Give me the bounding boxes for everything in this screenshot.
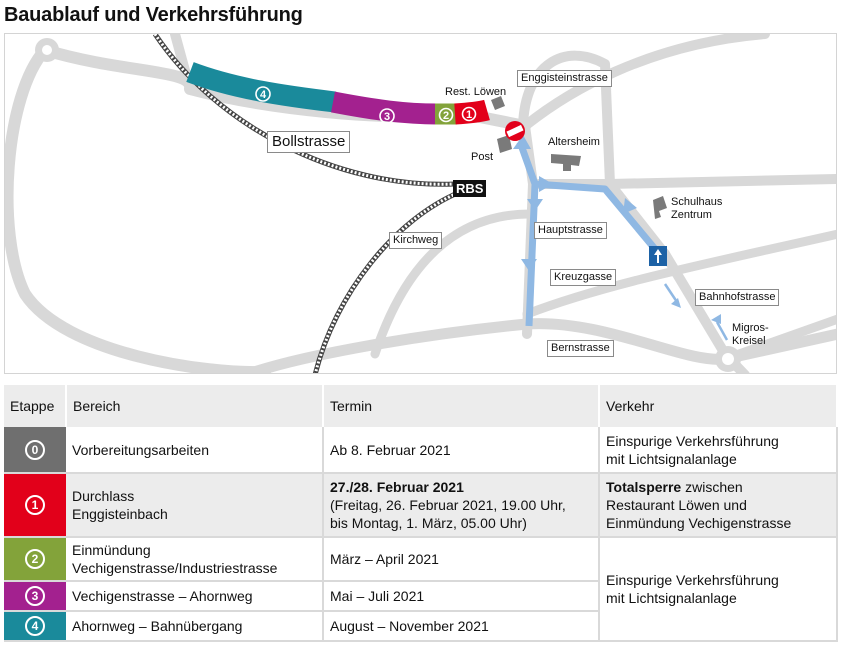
label-rbs: RBS	[453, 180, 486, 197]
no-entry-icon	[505, 121, 525, 141]
stage-badge-4: 4	[4, 611, 66, 641]
cell-termin	[323, 473, 599, 537]
roundabout-migros	[715, 346, 741, 372]
header-termin: Termin	[323, 385, 599, 427]
stage-badge-3: 3	[4, 581, 66, 611]
label-enggisteinstrasse: Enggisteinstrasse	[517, 70, 612, 87]
arrow-bahnhofstrasse	[665, 284, 677, 302]
cell-termin: März – April 2021	[323, 537, 599, 581]
table-row	[4, 473, 837, 537]
header-etappe: Etappe	[4, 385, 66, 427]
cell-verkehr	[599, 473, 837, 537]
table-row	[4, 427, 837, 473]
cell-verkehr-merged: Einspurige Verkehrsführung mit Lichtsignalanlage	[599, 537, 837, 641]
building-altersheim	[551, 154, 581, 171]
label-rest-loewen: Rest. Löwen	[445, 86, 507, 98]
label-schulhaus: Schulhaus Zentrum	[671, 196, 723, 221]
arrow-left	[539, 176, 553, 192]
cell-bereich: Ahornweg – Bahnübergang	[66, 611, 323, 641]
roundabout-west	[35, 38, 59, 62]
construction-map	[4, 33, 837, 374]
table-row	[4, 537, 837, 581]
cell-bereich: Vechigenstrasse – Ahornweg	[66, 581, 323, 611]
label-kreuzgasse: Kreuzgasse	[550, 269, 616, 286]
verkehr-bold: Totalsperre	[606, 479, 682, 495]
label-bahnhofstrasse: Bahnhofstrasse	[695, 289, 779, 306]
stage-badge-0: 0	[4, 427, 66, 473]
cell-bereich: Durchlass Enggisteinbach	[66, 473, 323, 537]
page-title: Bauablauf und Verkehrsführung	[4, 4, 303, 26]
stage-badge-2: 2	[4, 537, 66, 581]
header-bereich: Bereich	[66, 385, 323, 427]
cell-bereich: Vorbereitungsarbeiten	[66, 427, 323, 473]
svg-text:1: 1	[465, 109, 473, 121]
label-hauptstrasse: Hauptstrasse	[534, 222, 607, 239]
label-kirchweg: Kirchweg	[389, 232, 442, 249]
one-way-icon	[649, 246, 667, 266]
label-post: Post	[471, 151, 494, 163]
cell-bereich: Einmündung Vechigenstrasse/Industriestrasse	[66, 537, 323, 581]
header-verkehr: Verkehr	[599, 385, 837, 427]
svg-text:2: 2	[442, 110, 450, 122]
cell-termin: August – November 2021	[323, 611, 599, 641]
label-bernstrasse: Bernstrasse	[547, 340, 614, 357]
stage-badge-1: 1	[4, 473, 66, 537]
label-bollstrasse: Bollstrasse	[267, 131, 350, 153]
building-schulhaus	[653, 196, 667, 219]
cell-termin: Ab 8. Februar 2021	[323, 427, 599, 473]
cell-verkehr: Einspurige Verkehrsführung mit Lichtsignalanlage	[599, 427, 837, 473]
termin-bold: 27./28. Februar 2021	[330, 479, 464, 495]
label-altersheim: Altersheim	[548, 136, 600, 148]
verkehr-detail: zwischen Restaurant Löwen und Einmündung Vechigenstrasse	[606, 479, 792, 531]
label-migros-kreisel: Migros- Kreisel	[732, 322, 769, 347]
termin-detail: (Freitag, 26. Februar 2021, 19.00 Uhr, bis Montag, 1. März, 05.00 Uhr)	[330, 497, 566, 531]
buildings	[491, 96, 667, 219]
table-header-row	[4, 385, 837, 427]
stage-table	[4, 385, 838, 642]
svg-text:4: 4	[259, 89, 267, 101]
cell-termin: Mai – Juli 2021	[323, 581, 599, 611]
svg-text:3: 3	[383, 111, 391, 123]
road-east	[533, 179, 837, 184]
